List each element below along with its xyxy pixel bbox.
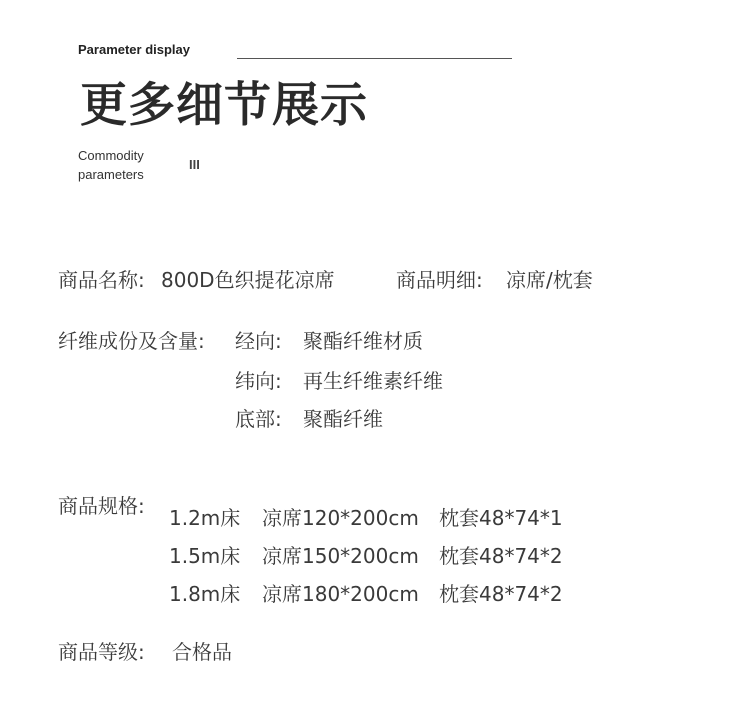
product-detail-value: 凉席/枕套: [506, 268, 593, 292]
spec-mat-size: 凉席150*200cm: [262, 544, 419, 568]
section-numeral: III: [189, 157, 200, 172]
grade-value: 合格品: [172, 640, 232, 664]
grade-label: 商品等级:: [58, 640, 145, 664]
spec-pillow-size: 枕套48*74*2: [439, 582, 563, 606]
fiber-row-key: 纬向:: [235, 369, 282, 393]
subtitle: [78, 146, 144, 184]
product-detail-label: 商品明细:: [396, 268, 483, 292]
spec-bed-size: 1.2m床: [169, 506, 241, 530]
fiber-row-value: 聚酯纤维: [303, 407, 383, 431]
fiber-row-key: 底部:: [235, 407, 282, 431]
subtitle-line-1: Commodity: [78, 148, 144, 163]
section-label: Parameter display: [78, 42, 191, 57]
fiber-row-value: 聚酯纤维材质: [303, 329, 423, 353]
spec-bed-size: 1.8m床: [169, 582, 241, 606]
spec-pillow-size: 枕套48*74*2: [439, 544, 563, 568]
spec-pillow-size: 枕套48*74*1: [439, 506, 563, 530]
page-title: 更多细节展示: [80, 78, 368, 133]
fiber-row-value: 再生纤维素纤维: [303, 369, 443, 393]
subtitle-line-2: parameters: [78, 167, 144, 182]
spec-bed-size: 1.5m床: [169, 544, 241, 568]
product-name-value: 800D色织提花凉席: [161, 268, 335, 292]
spec-mat-size: 凉席120*200cm: [262, 506, 419, 530]
spec-mat-size: 凉席180*200cm: [262, 582, 419, 606]
fiber-row-key: 经向:: [235, 329, 282, 353]
product-name-label: 商品名称:: [58, 268, 145, 292]
header-divider: [237, 58, 512, 59]
fiber-label: 纤维成份及含量:: [58, 329, 205, 353]
specs-label: 商品规格:: [58, 494, 145, 518]
